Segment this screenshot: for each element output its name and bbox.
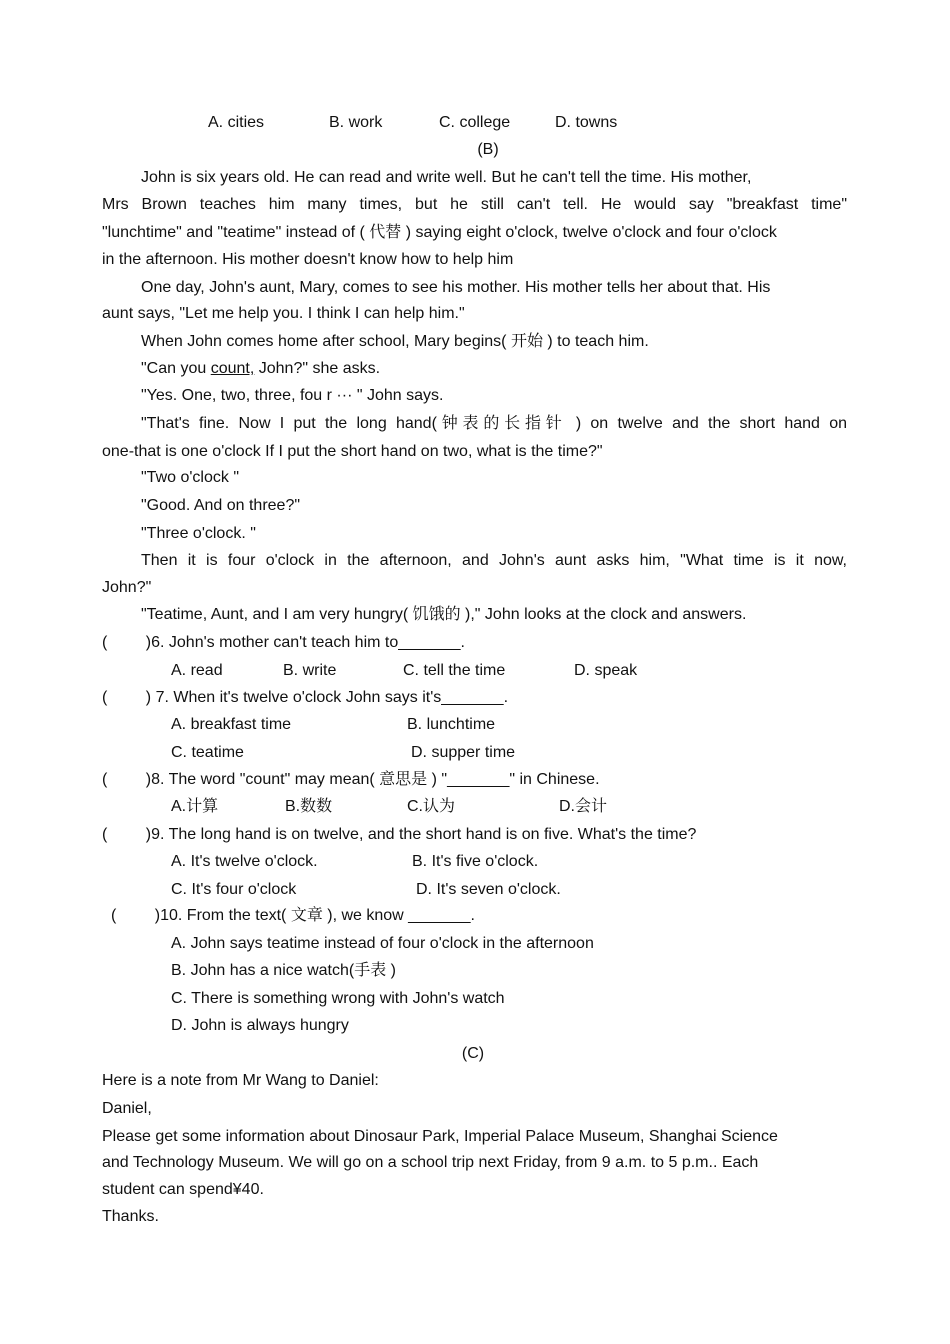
answer-bracket-open: ( [111, 907, 117, 924]
passage-b-line: "Two o'clock " [141, 469, 239, 486]
q9-option-b: B. It's five o'clock. [412, 853, 539, 870]
q7-option-c: C. teatime [171, 744, 244, 761]
q6-option-d: D. speak [574, 662, 638, 679]
dialog-text: John?" she asks. [254, 360, 381, 377]
note-body-line: Please get some information about Dinosaur Park, Imperial Palace Museum, Shanghai Science [102, 1128, 778, 1145]
q8-option-c: C.认为 [407, 798, 456, 815]
passage-b-line: "Yes. One, two, three, fou r ··· " John says. [141, 387, 444, 404]
q8-option-d: D.会计 [559, 798, 608, 815]
passage-b-line: "Three o'clock. " [141, 525, 256, 542]
q9-option-c: C. It's four o'clock [171, 881, 297, 898]
q6-option-c: C. tell the time [403, 662, 506, 679]
note-closing: Thanks. [102, 1208, 159, 1225]
passage-b-line: "Good. And on three?" [141, 497, 301, 514]
question-stem: 10. From the text( 文章 ), we know _______. [160, 907, 475, 924]
passage-b-line: When John comes home after school, Mary begins( 开始 ) to teach him. [141, 333, 649, 350]
question-stem: 8. The word "count" may mean( 意思是 ) "_______" in Chinese. [151, 771, 600, 788]
question-10 [111, 906, 475, 926]
passage-b-line: in the afternoon. His mother doesn't know how to help him [102, 251, 514, 268]
passage-b-line: "lunchtime" and "teatime" instead of ( 代替 ) saying eight o'clock, twelve o'clock and four o'clock [102, 224, 777, 241]
q7-option-d: D. supper time [411, 744, 516, 761]
question-7 [102, 688, 508, 708]
answer-bracket-open: ( [102, 826, 108, 843]
passage-b-line: Mrs Brown teaches him many times, but he still can't tell. He would say "breakfast time" [102, 196, 847, 213]
q5-option-d: D. towns [555, 114, 618, 131]
q8-option-a: A.计算 [171, 798, 219, 815]
q10-option-b: B. John has a nice watch(手表 ) [171, 962, 396, 979]
q8-option-b: B.数数 [285, 798, 333, 815]
question-stem: 6. John's mother can't teach him to_______. [151, 634, 465, 651]
q5-option-c: C. college [439, 114, 511, 131]
passage-b-line: Then it is four o'clock in the afternoon, and John's aunt asks him, "What time is it now, [141, 552, 847, 569]
q7-option-a: A. breakfast time [171, 716, 292, 733]
question-9 [102, 825, 696, 845]
passage-b-line: John?" [102, 579, 152, 596]
note-intro: Here is a note from Mr Wang to Daniel: [102, 1072, 379, 1089]
question-stem: 9. The long hand is on twelve, and the short hand is on five. What's the time? [151, 826, 697, 843]
note-salutation: Daniel, [102, 1100, 152, 1117]
q9-option-a: A. It's twelve o'clock. [171, 853, 318, 870]
answer-bracket-close: ) [154, 907, 161, 924]
q10-option-c: C. There is something wrong with John's watch [171, 990, 505, 1007]
passage-b-line: aunt says, "Let me help you. I think I can help him." [102, 305, 465, 322]
q5-option-a: A. cities [208, 114, 265, 131]
answer-bracket-close: ) [145, 634, 152, 651]
q6-option-b: B. write [283, 662, 337, 679]
answer-bracket-open: ( [102, 634, 108, 651]
dialog-text: "Can you [141, 360, 211, 377]
question-8 [102, 770, 600, 790]
q7-option-b: B. lunchtime [407, 716, 496, 733]
passage-b-line: "That's fine. Now I put the long hand(钟表的长指针 ) on twelve and the short hand on [141, 415, 847, 432]
answer-bracket-close: ) [145, 771, 152, 788]
section-b-heading: (B) [477, 141, 499, 158]
answer-bracket-open: ( [102, 689, 108, 706]
question-6 [102, 633, 465, 653]
q10-option-d: D. John is always hungry [171, 1017, 349, 1034]
q9-option-d: D. It's seven o'clock. [416, 881, 561, 898]
question-stem: 7. When it's twelve o'clock John says it's_______. [155, 689, 509, 706]
answer-bracket-close: ) [145, 826, 152, 843]
note-body-line: student can spend¥40. [102, 1181, 264, 1198]
q5-option-b: B. work [329, 114, 383, 131]
q10-option-a: A. John says teatime instead of four o'clock in the afternoon [171, 935, 594, 952]
passage-b-line: "Teatime, Aunt, and I am very hungry( 饥饿的 )," John looks at the clock and answers. [141, 606, 747, 623]
answer-bracket-close: ) [145, 689, 152, 706]
passage-b-line: One day, John's aunt, Mary, comes to see his mother. His mother tells her about that. His [141, 279, 771, 296]
note-body-line: and Technology Museum. We will go on a school trip next Friday, from 9 a.m. to 5 p.m.. Each [102, 1154, 759, 1171]
passage-b-line: one-that is one o'clock If I put the short hand on two, what is the time?" [102, 443, 603, 460]
passage-b-line: John is six years old. He can read and write well. But he can't tell the time. His mother, [141, 169, 752, 186]
q6-option-a: A. read [171, 662, 223, 679]
section-c-heading: (C) [461, 1045, 485, 1062]
answer-bracket-open: ( [102, 771, 108, 788]
underlined-word-count: count, [210, 360, 255, 377]
passage-b-line [141, 359, 380, 379]
